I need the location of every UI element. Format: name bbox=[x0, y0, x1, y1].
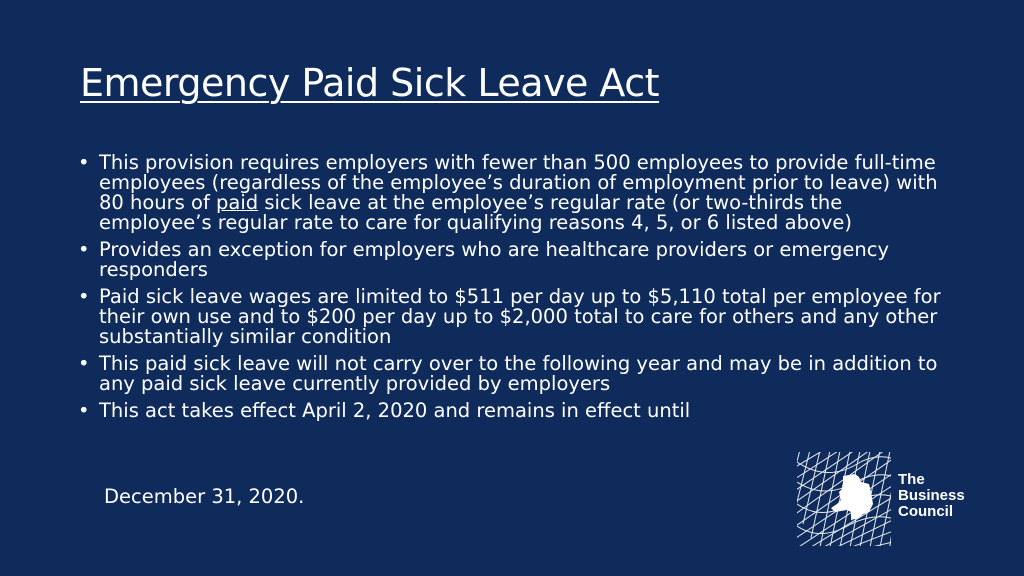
bullet-continuation: December 31, 2020. bbox=[104, 485, 305, 508]
bullet-dot: • bbox=[78, 151, 90, 174]
logo-line-3: Council bbox=[898, 503, 953, 520]
new-york-state-icon bbox=[797, 452, 891, 546]
logo-line-1: The bbox=[898, 471, 925, 488]
bullet-text-end: sick leave at the employee’s regular rate (or two-thirds the employee’s regular rate to care for qualifying reasons 4, 5, or 6 listed above) bbox=[99, 191, 853, 234]
logo-line-2: Business bbox=[898, 487, 965, 504]
bullet-text: Provides an exception for employers who are healthcare providers or emergency responders bbox=[99, 238, 890, 281]
bullet-item bbox=[78, 354, 958, 394]
bullet-dot: • bbox=[78, 238, 90, 261]
bullet-text: This act takes effect April 2, 2020 and remains in effect until bbox=[99, 399, 691, 422]
bullet-item bbox=[78, 287, 958, 347]
business-council-logo bbox=[797, 452, 987, 546]
bullet-text-start: This provision requires employers with fewer than 500 employees to provide full-time employees (regardless of the employee’s duration of employment prior to leave) with 80 hours of bbox=[99, 151, 938, 214]
bullet-text: Paid sick leave wages are limited to $511 per day up to $5,110 total per employee for their own use and to $200 per day up to $2,000 total to care for others and any other substantially similar condition bbox=[99, 285, 941, 348]
slide-title: Emergency Paid Sick Leave Act bbox=[80, 61, 660, 105]
bullet-list bbox=[78, 153, 958, 428]
bullet-dot: • bbox=[78, 399, 90, 422]
bullet-dot: • bbox=[78, 352, 90, 375]
logo-text bbox=[898, 472, 965, 520]
bullet-text-emphasis: paid bbox=[216, 191, 259, 214]
bullet-dot: • bbox=[78, 285, 90, 308]
bullet-text: This paid sick leave will not carry over to the following year and may be in addition to any paid sick leave currently provided by employers bbox=[99, 352, 938, 395]
bullet-item bbox=[78, 401, 958, 421]
bullet-item bbox=[78, 240, 958, 280]
bullet-item bbox=[78, 153, 958, 233]
